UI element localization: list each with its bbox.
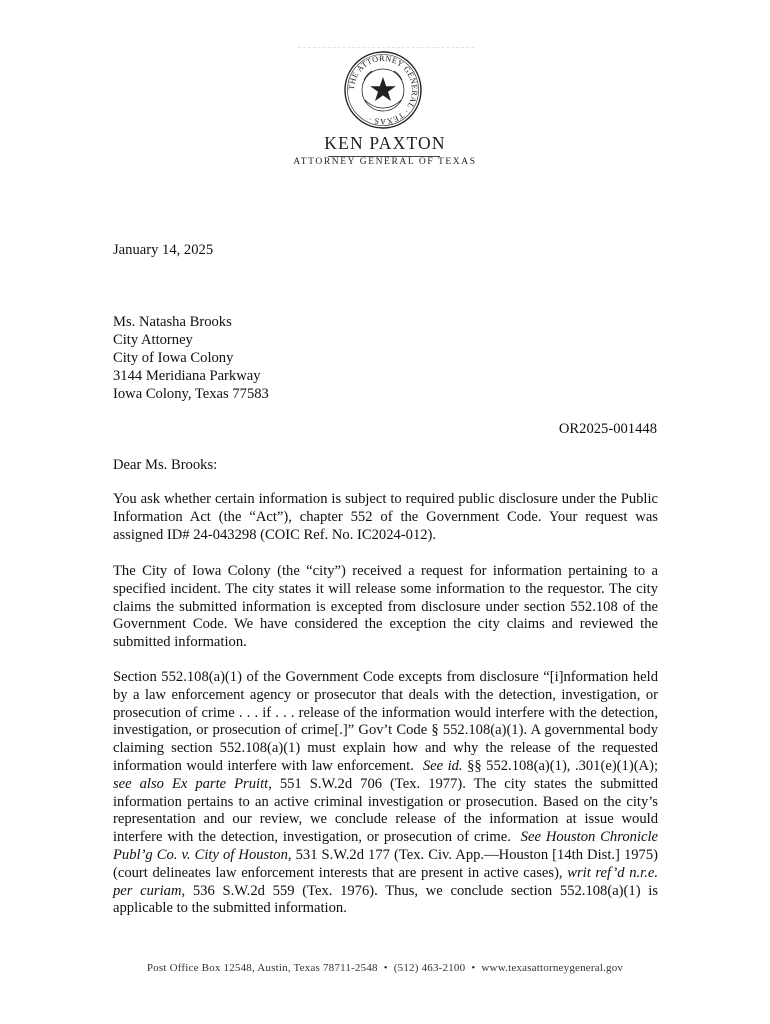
letterhead-name: KEN PAXTON: [324, 133, 446, 153]
paragraph-3: [113, 669, 658, 918]
reference-number: OR2025-001448: [558, 421, 657, 437]
footer: [0, 962, 770, 974]
footer-phone: (512) 463-2100: [393, 962, 466, 974]
seal-text: THE ATTORNEY GENERAL · TEXAS ·: [346, 53, 420, 127]
recipient-street: 3144 Meridiana Parkway: [113, 368, 261, 384]
paragraph-2: The City of Iowa Colony (the “city”) received a request for information pertaining to a specified incident. The city states it will release some information to the requestor. The city claims the submitted information is excepted from disclosure under section 552.108 of the Government Code. We have considered the exception the city claims and reviewed the submitted information.: [113, 563, 658, 651]
paragraph-3-part-g: , 531 S.W.2d 177 (Tex. Civ. App.—Houston [14th Dist.] 1975) (court delineates law enforcement interests that are present in active cases),: [113, 846, 658, 881]
recipient-city-state-zip: Iowa Colony, Texas 77583: [113, 386, 269, 402]
citation-see-id: See id.: [422, 757, 463, 774]
attorney-general-seal-icon: [343, 50, 423, 130]
salutation: Dear Ms. Brooks:: [113, 457, 218, 473]
paragraph-1: You ask whether certain information is subject to required public disclosure under the Public Information Act (the “Act”), chapter 552 of the Government Code. Your request was assigned ID# 24-043298 (COIC Ref. No. IC2024-012).: [113, 491, 658, 543]
footer-bullet: •: [471, 962, 476, 974]
footer-website: www.texasattorneygeneral.gov: [481, 962, 624, 974]
recipient-name: Ms. Natasha Brooks: [113, 314, 232, 330]
letterhead-title: ATTORNEY GENERAL OF TEXAS: [293, 157, 477, 167]
recipient-position: City Attorney: [113, 332, 193, 348]
paragraph-3-part-e: , 551 S.W.2d 706 (Tex. 1977). The city states the submitted information pertains to an active criminal investigation or prosecution. Based on the city’s representation and our review, we conclude release of the information at issue would interfere with the detection, investigation, or prosecution of crime.: [113, 775, 658, 846]
recipient-organization: City of Iowa Colony: [113, 350, 234, 366]
footer-bullet: •: [383, 962, 388, 974]
letter-date: January 14, 2025: [113, 242, 214, 258]
recipient-address: [113, 313, 269, 403]
citation-writ-refd: writ ref’d n.r.e. per curiam: [113, 864, 658, 899]
footer-address: Post Office Box 12548, Austin, Texas 78711-2548: [146, 962, 378, 974]
paragraph-3-part-c: §§ 552.108(a)(1), .301(e)(1)(A);: [467, 757, 659, 774]
paragraph-3-part-i: , 536 S.W.2d 559 (Tex. 1976). Thus, we conclude section 552.108(a)(1) is applicable to the submitted information.: [113, 882, 658, 917]
paragraph-3-part-a: Section 552.108(a)(1) of the Government Code excepts from disclosure “[i]nformation held by a law enforcement agency or prosecutor that deals with the detection, investigation, or prosecution of crime . . . if . . . release of the information would interfere with the detection, investigation, or prosecution of crime[.]” Gov’t Code § 552.108(a)(1). A governmental body claiming section 552.108(a)(1) must explain how and why the release of the requested information would interfere with law enforcement.: [113, 669, 658, 774]
citation-houston-chronicle: See Houston Chronicle Publ’g Co. v. City of Houston: [113, 829, 659, 863]
top-dashed-line: [298, 47, 474, 48]
citation-ex-parte-pruitt: see also Ex parte Pruitt: [113, 775, 269, 792]
